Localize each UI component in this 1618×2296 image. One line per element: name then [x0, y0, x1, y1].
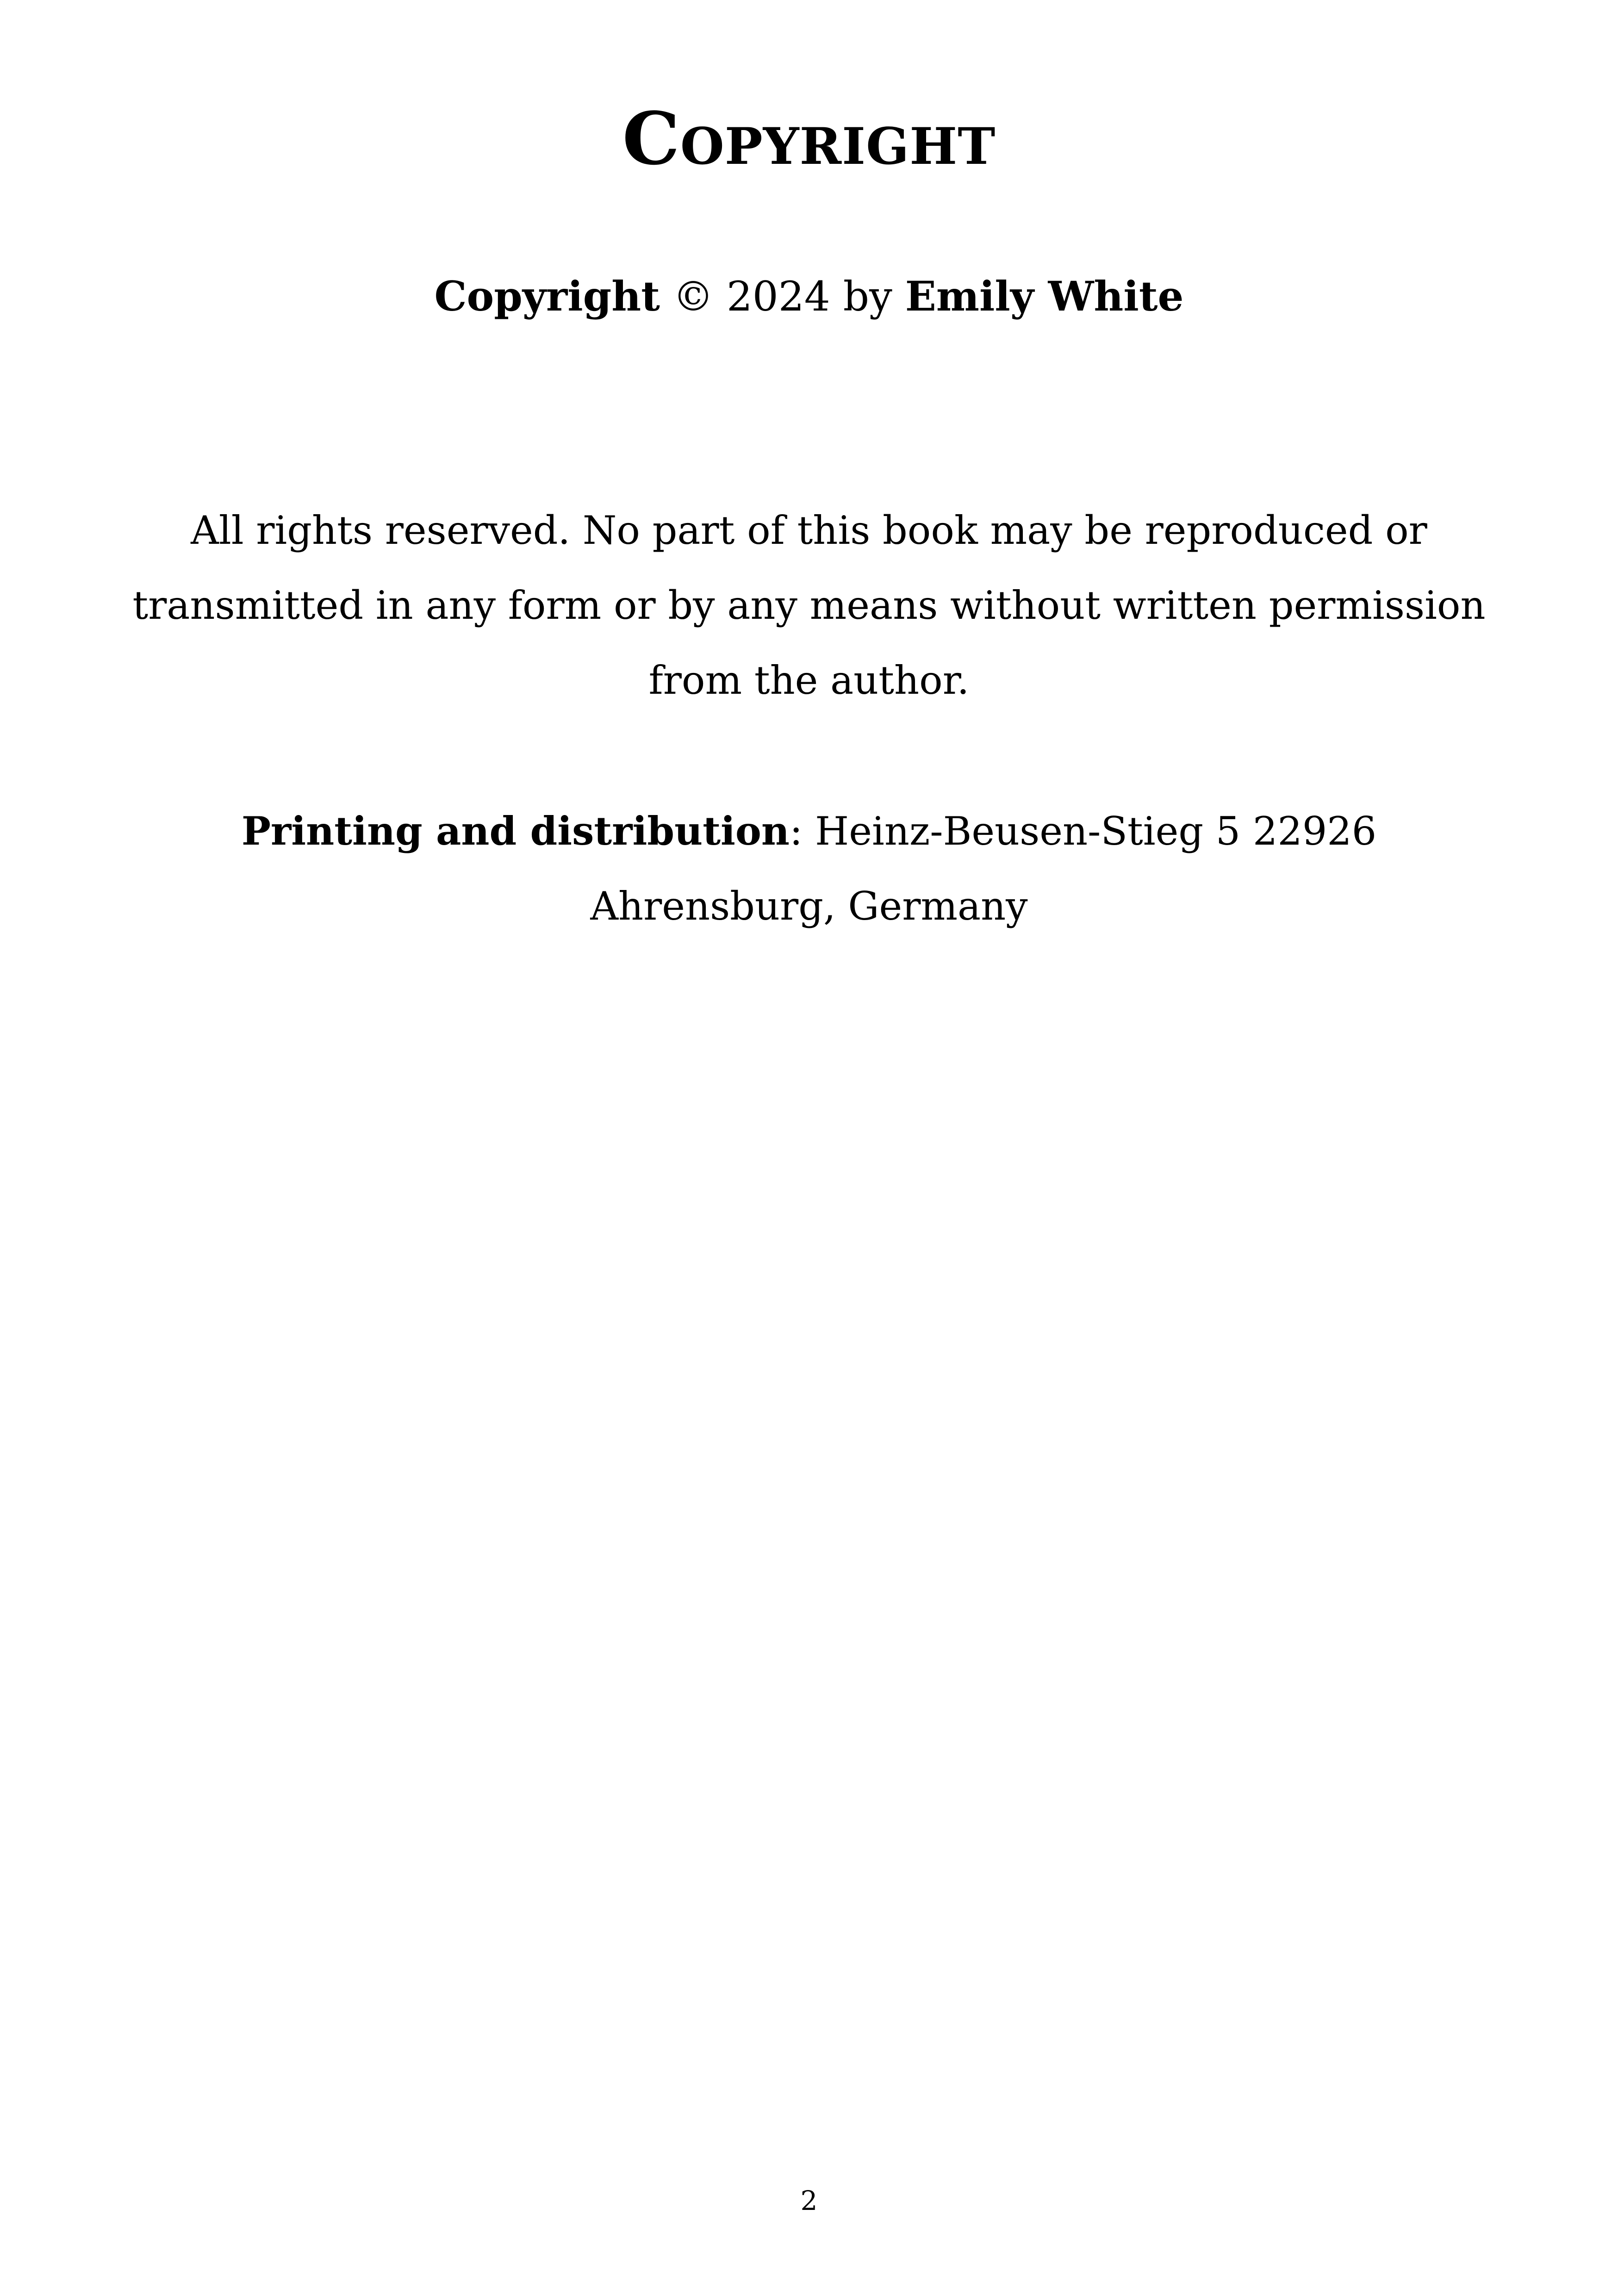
printing-separator: :: [790, 809, 815, 854]
page-title: Copyright: [622, 96, 996, 181]
printing-distribution: [120, 794, 1498, 944]
rights-notice: All rights reserved. No part of this book may be reproduced or transmitted in any form or by any means without written permission from the author.: [132, 508, 1486, 703]
printing-address: Heinz-Beusen-Stieg 5 22926 Ahrensburg, Germany: [590, 809, 1377, 929]
page-number: 2: [800, 2185, 818, 2216]
copyright-year-text: © 2024 by: [660, 273, 905, 320]
printing-label: Printing and distribution: [241, 808, 790, 854]
copyright-line: [0, 268, 1618, 324]
author-name: Emily White: [905, 272, 1184, 320]
copyright-label: Copyright: [434, 272, 660, 320]
